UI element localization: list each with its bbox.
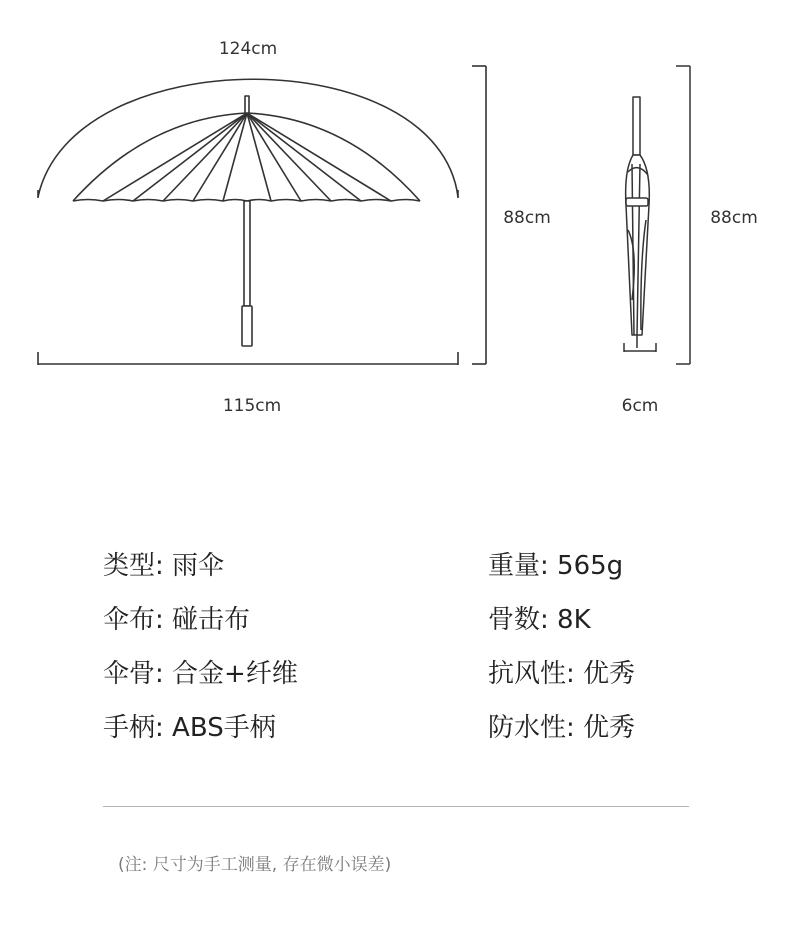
spec-fabric <box>103 607 250 633</box>
closed-umbrella-drawing <box>624 66 690 364</box>
spec-value: 碰击布 <box>172 605 251 635</box>
spec-ribs <box>488 607 591 633</box>
open-height-label: 88cm <box>503 208 551 228</box>
spec-type <box>103 553 224 579</box>
spec-label: 重量: <box>488 551 549 581</box>
umbrella-dimension-diagram <box>0 0 790 440</box>
handle <box>242 306 252 346</box>
spec-value: 565g <box>557 551 624 581</box>
closed-height-label: 88cm <box>710 208 758 228</box>
spec-value: 雨伞 <box>172 551 225 581</box>
arc-length-label: 124cm <box>218 39 278 59</box>
open-umbrella-drawing <box>38 66 486 365</box>
spec-value: 8K <box>557 605 591 635</box>
spec-label: 手柄: <box>103 713 164 743</box>
spec-handle <box>103 715 276 741</box>
closed-strap <box>626 198 648 206</box>
width-dimension-line <box>38 352 458 365</box>
divider <box>103 806 689 807</box>
closed-height-dimension-line <box>676 66 690 364</box>
spec-value: 合金+纤维 <box>172 659 298 689</box>
open-width-label: 115cm <box>222 396 282 416</box>
top-tip <box>245 96 249 113</box>
spec-label: 防水性: <box>488 713 575 743</box>
closed-width-dimension-line <box>624 343 656 352</box>
closed-handle <box>633 97 640 155</box>
spec-label: 类型: <box>103 551 164 581</box>
spec-value: ABS手柄 <box>172 713 276 743</box>
spec-label: 骨数: <box>488 605 549 635</box>
open-height-dimension-line <box>472 66 486 364</box>
spec-label: 伞布: <box>103 605 164 635</box>
spec-label: 伞骨: <box>103 659 164 689</box>
measurement-note: (注: 尺寸为手工测量, 存在微小误差) <box>118 855 392 875</box>
shaft <box>244 201 250 306</box>
spec-value: 优秀 <box>583 659 636 689</box>
canopy-ribs <box>103 113 391 201</box>
closed-width-label: 6cm <box>621 396 659 416</box>
spec-label: 抗风性: <box>488 659 575 689</box>
spec-frame <box>103 661 298 687</box>
spec-value: 优秀 <box>583 713 636 743</box>
spec-wind-resistance <box>488 661 635 687</box>
spec-weight <box>488 553 623 579</box>
spec-waterproof <box>488 715 635 741</box>
